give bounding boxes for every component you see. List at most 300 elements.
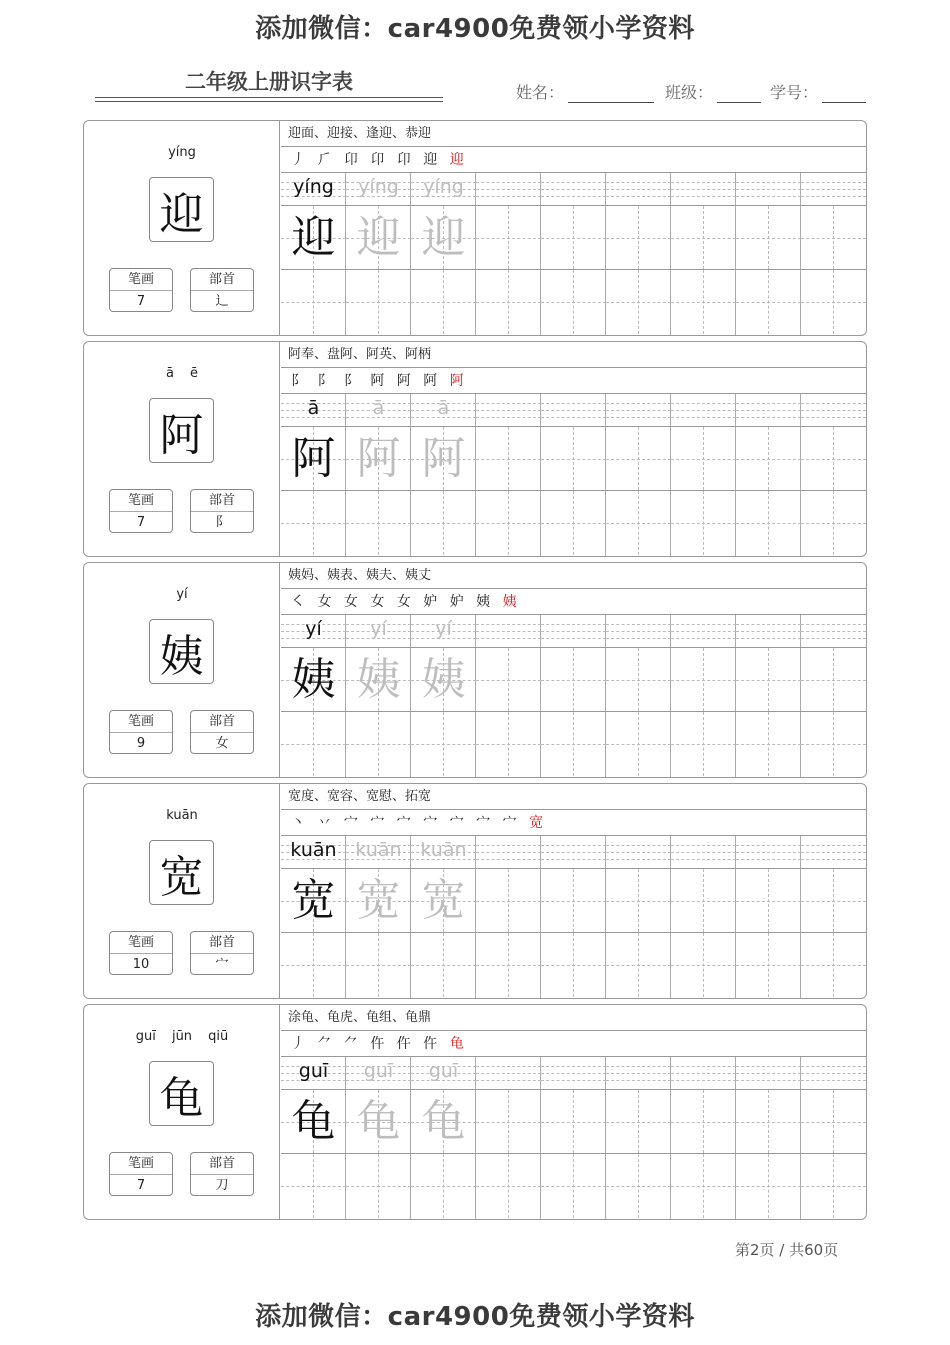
radical-label: 部首: [191, 1153, 253, 1175]
tianzige-cell[interactable]: [671, 933, 736, 997]
number-blank[interactable]: [822, 83, 866, 103]
pinyin-lines[interactable]: [411, 1057, 476, 1090]
tianzige-cell[interactable]: [476, 1154, 541, 1218]
tianzige-cell[interactable]: [541, 712, 606, 776]
radical-value: 阝: [215, 515, 229, 530]
tianzige-cell[interactable]: [346, 933, 411, 997]
practice-column: [671, 173, 736, 335]
pinyin-lines[interactable]: [606, 394, 671, 427]
class-field[interactable]: [665, 80, 761, 103]
character-card: [83, 1004, 867, 1220]
tianzige-cell[interactable]: [671, 427, 736, 491]
radical-box: [190, 489, 254, 533]
practice-column: [736, 1057, 801, 1219]
tianzige-cell[interactable]: [736, 270, 801, 334]
tianzige-cell[interactable]: [606, 206, 671, 270]
pinyin-lines[interactable]: [606, 615, 671, 648]
tianzige-cell[interactable]: [801, 869, 866, 933]
tianzige-cell[interactable]: [671, 712, 736, 776]
tianzige-cell[interactable]: [281, 933, 346, 997]
tianzige-cell[interactable]: [411, 427, 476, 491]
tianzige-cell[interactable]: [671, 869, 736, 933]
name-blank[interactable]: [568, 83, 654, 103]
stroke-order: [281, 368, 866, 394]
tianzige-cell[interactable]: [346, 270, 411, 334]
pinyin-lines[interactable]: [671, 173, 736, 206]
model-character: 宽: [291, 875, 336, 926]
tianzige-cell[interactable]: [281, 648, 346, 712]
trace-character: 姨: [356, 654, 401, 705]
class-label: 班级：: [665, 83, 714, 102]
practice-grid: [281, 394, 866, 556]
tianzige-cell[interactable]: [541, 491, 606, 555]
practice-column: [346, 173, 411, 335]
trace-character: 龟: [421, 1096, 466, 1147]
pinyin-lines[interactable]: [671, 1057, 736, 1090]
tianzige-cell[interactable]: [541, 648, 606, 712]
pinyin-lines[interactable]: [411, 173, 476, 206]
tianzige-cell[interactable]: [476, 933, 541, 997]
pinyin-lines[interactable]: [476, 615, 541, 648]
practice-grid: [281, 615, 866, 777]
tianzige-cell[interactable]: [801, 427, 866, 491]
stroke-order: [281, 1031, 866, 1057]
strokes-label: 笔画: [110, 1153, 172, 1175]
stroke-order-final: 宽: [529, 815, 548, 831]
tianzige-cell[interactable]: [541, 270, 606, 334]
stroke-order-steps: ㇛ 女 女 女 女 妒 妒 姨: [291, 594, 495, 610]
practice-column: [541, 1057, 606, 1219]
pinyin-lines[interactable]: [671, 394, 736, 427]
strokes-label: 笔画: [110, 269, 172, 291]
pinyin-lines[interactable]: [411, 615, 476, 648]
strokes-box: [109, 1152, 173, 1196]
tianzige-cell[interactable]: [671, 270, 736, 334]
character-info: [84, 1005, 280, 1219]
tianzige-cell[interactable]: [541, 869, 606, 933]
tianzige-cell[interactable]: [476, 712, 541, 776]
stroke-order: [281, 147, 866, 173]
strokes-count: 7: [136, 515, 146, 530]
practice-column: [671, 836, 736, 998]
watermark-top: 添加微信：car4900免费领小学资料: [255, 14, 695, 44]
practice-column: [411, 836, 476, 998]
word-examples: 姨妈、姨表、姨夫、姨丈: [281, 563, 866, 589]
tianzige-cell[interactable]: [281, 270, 346, 334]
practice-column: [801, 836, 866, 998]
character-box: 宽: [149, 840, 214, 905]
tianzige-cell[interactable]: [671, 1154, 736, 1218]
tianzige-cell[interactable]: [541, 1154, 606, 1218]
character-info: [84, 342, 280, 556]
pinyin-lines[interactable]: [801, 615, 866, 648]
character-pinyin: kuān: [166, 808, 198, 823]
tianzige-cell[interactable]: [476, 270, 541, 334]
stroke-order: [281, 810, 866, 836]
tianzige-cell[interactable]: [346, 869, 411, 933]
number-label: 学号：: [770, 83, 819, 102]
practice-column: [281, 1057, 346, 1219]
radical-label: 部首: [191, 711, 253, 733]
trace-pinyin: yíng: [293, 176, 334, 198]
pinyin-lines[interactable]: [346, 173, 411, 206]
pinyin-lines[interactable]: [541, 394, 606, 427]
radical-box: [190, 931, 254, 975]
practice-column: [541, 394, 606, 556]
stroke-order-steps: 丿 ⺈ ⺈ 仵 仵 仵: [291, 1036, 442, 1052]
tianzige-cell[interactable]: [671, 1090, 736, 1154]
pinyin-lines[interactable]: [476, 173, 541, 206]
character-info: [84, 563, 280, 777]
trace-pinyin-ghost: ā: [437, 397, 450, 419]
pinyin-lines[interactable]: [476, 394, 541, 427]
trace-character: 姨: [421, 654, 466, 705]
stroke-order-final: 迎: [449, 152, 468, 168]
pinyin-lines[interactable]: [476, 836, 541, 869]
page-title: 二年级上册识字表: [185, 70, 353, 94]
pinyin-lines[interactable]: [671, 836, 736, 869]
pinyin-lines[interactable]: [541, 173, 606, 206]
tianzige-cell[interactable]: [346, 712, 411, 776]
pinyin-lines[interactable]: [281, 615, 346, 648]
tianzige-cell[interactable]: [801, 933, 866, 997]
tianzige-cell[interactable]: [346, 648, 411, 712]
practice-column: [476, 173, 541, 335]
tianzige-cell[interactable]: [346, 206, 411, 270]
tianzige-cell[interactable]: [476, 648, 541, 712]
trace-pinyin-ghost: yíng: [358, 176, 399, 198]
practice-column: [736, 394, 801, 556]
pinyin-lines[interactable]: [736, 1057, 801, 1090]
character-box: 龟: [149, 1061, 214, 1126]
model-character: 迎: [291, 212, 336, 263]
radical-value: 女: [215, 736, 229, 751]
trace-pinyin-ghost: ā: [372, 397, 385, 419]
trace-character: 迎: [421, 212, 466, 263]
pinyin-lines[interactable]: [346, 394, 411, 427]
radical-label: 部首: [191, 932, 253, 954]
title-underline: [95, 97, 443, 98]
practice-column: [476, 836, 541, 998]
tianzige-cell[interactable]: [801, 491, 866, 555]
practice-column: [736, 173, 801, 335]
pinyin-lines[interactable]: [736, 836, 801, 869]
stroke-order-steps: 阝 阝 阝 阿 阿 阿: [291, 373, 442, 389]
tianzige-cell[interactable]: [671, 491, 736, 555]
character-info: [84, 121, 280, 335]
tianzige-cell[interactable]: [476, 869, 541, 933]
tianzige-cell[interactable]: [411, 206, 476, 270]
tianzige-cell[interactable]: [281, 1154, 346, 1218]
tianzige-cell[interactable]: [736, 712, 801, 776]
name-field[interactable]: [516, 80, 654, 103]
practice-column: [281, 173, 346, 335]
trace-pinyin: guī: [298, 1060, 329, 1082]
tianzige-cell[interactable]: [606, 427, 671, 491]
pinyin-lines[interactable]: [281, 173, 346, 206]
trace-pinyin-ghost: yí: [435, 618, 452, 640]
trace-pinyin-ghost: guī: [428, 1060, 459, 1082]
practice-column: [411, 173, 476, 335]
character-box: 姨: [149, 619, 214, 684]
practice-column: [476, 1057, 541, 1219]
pinyin-lines[interactable]: [281, 394, 346, 427]
pinyin-lines[interactable]: [671, 615, 736, 648]
title-underline-2: [95, 101, 443, 102]
strokes-label: 笔画: [110, 711, 172, 733]
strokes-box: [109, 710, 173, 754]
number-field[interactable]: [770, 80, 866, 103]
trace-character: 迎: [356, 212, 401, 263]
practice-column: [801, 173, 866, 335]
tianzige-cell[interactable]: [476, 491, 541, 555]
tianzige-cell[interactable]: [671, 206, 736, 270]
word-examples: 迎面、迎接、逢迎、恭迎: [281, 121, 866, 147]
tianzige-cell[interactable]: [736, 1090, 801, 1154]
character-card: [83, 562, 867, 778]
stroke-order-final: 阿: [449, 373, 468, 389]
character-pinyin: yí: [176, 587, 188, 602]
character-box: 迎: [149, 177, 214, 242]
strokes-count: 7: [136, 1178, 146, 1193]
practice-column: [281, 615, 346, 777]
model-character: 姨: [291, 654, 336, 705]
practice-grid: [281, 1057, 866, 1219]
pinyin-lines[interactable]: [736, 615, 801, 648]
practice-column: [736, 836, 801, 998]
pinyin-lines[interactable]: [346, 615, 411, 648]
stroke-order-steps: 丿 ⺁ 卬 卬 卬 迎: [291, 152, 442, 168]
tianzige-cell[interactable]: [476, 427, 541, 491]
character-info: [84, 784, 280, 998]
trace-character: 龟: [356, 1096, 401, 1147]
practice-column: [541, 615, 606, 777]
trace-pinyin-ghost: yí: [370, 618, 387, 640]
pinyin-lines[interactable]: [346, 1057, 411, 1090]
tianzige-cell[interactable]: [476, 1090, 541, 1154]
trace-character: 宽: [356, 875, 401, 926]
tianzige-cell[interactable]: [541, 427, 606, 491]
practice-column: [606, 394, 671, 556]
tianzige-cell[interactable]: [606, 712, 671, 776]
tianzige-cell[interactable]: [346, 1154, 411, 1218]
radical-box: [190, 1152, 254, 1196]
tianzige-cell[interactable]: [736, 1154, 801, 1218]
practice-column: [801, 1057, 866, 1219]
pinyin-lines[interactable]: [541, 1057, 606, 1090]
radical-box: [190, 710, 254, 754]
pinyin-lines[interactable]: [606, 173, 671, 206]
strokes-count: 7: [136, 294, 146, 309]
practice-column: [411, 1057, 476, 1219]
tianzige-cell[interactable]: [411, 933, 476, 997]
tianzige-cell[interactable]: [541, 206, 606, 270]
tianzige-cell[interactable]: [281, 712, 346, 776]
practice-column: [476, 394, 541, 556]
practice-column: [736, 615, 801, 777]
tianzige-cell[interactable]: [606, 869, 671, 933]
tianzige-cell[interactable]: [671, 648, 736, 712]
pinyin-lines[interactable]: [476, 1057, 541, 1090]
tianzige-cell[interactable]: [411, 1154, 476, 1218]
model-character: 龟: [291, 1096, 336, 1147]
tianzige-cell[interactable]: [346, 1090, 411, 1154]
page-number: 第2页 / 共60页: [735, 1241, 839, 1259]
character-card: [83, 783, 867, 999]
practice-column: [671, 615, 736, 777]
trace-pinyin: ā: [307, 397, 320, 419]
pinyin-lines[interactable]: [736, 394, 801, 427]
pinyin-lines[interactable]: [606, 836, 671, 869]
practice-column: [346, 394, 411, 556]
tianzige-cell[interactable]: [606, 1154, 671, 1218]
practice-column: [346, 615, 411, 777]
radical-value: 刀: [215, 1178, 229, 1193]
strokes-box: [109, 931, 173, 975]
tianzige-cell[interactable]: [801, 712, 866, 776]
strokes-count: 10: [132, 957, 150, 972]
character-card: [83, 120, 867, 336]
stroke-order: [281, 589, 866, 615]
tianzige-cell[interactable]: [736, 427, 801, 491]
tianzige-cell[interactable]: [346, 491, 411, 555]
pinyin-lines[interactable]: [541, 615, 606, 648]
practice-column: [541, 836, 606, 998]
practice-column: [476, 615, 541, 777]
practice-column: [281, 836, 346, 998]
stroke-order-final: 姨: [502, 594, 521, 610]
pinyin-lines[interactable]: [801, 1057, 866, 1090]
tianzige-cell[interactable]: [411, 1090, 476, 1154]
tianzige-cell[interactable]: [411, 712, 476, 776]
practice-column: [346, 1057, 411, 1219]
tianzige-cell[interactable]: [736, 933, 801, 997]
tianzige-cell[interactable]: [281, 869, 346, 933]
tianzige-cell[interactable]: [801, 648, 866, 712]
pinyin-lines[interactable]: [606, 1057, 671, 1090]
trace-character: 宽: [421, 875, 466, 926]
pinyin-lines[interactable]: [801, 394, 866, 427]
tianzige-cell[interactable]: [411, 648, 476, 712]
tianzige-cell[interactable]: [541, 1090, 606, 1154]
pinyin-lines[interactable]: [411, 836, 476, 869]
pinyin-lines[interactable]: [411, 394, 476, 427]
trace-pinyin: yí: [305, 618, 322, 640]
tianzige-cell[interactable]: [281, 491, 346, 555]
word-examples: 涂龟、龟虎、龟组、龟鼎: [281, 1005, 866, 1031]
pinyin-lines[interactable]: [281, 836, 346, 869]
practice-column: [671, 1057, 736, 1219]
tianzige-cell[interactable]: [606, 933, 671, 997]
trace-pinyin-ghost: yíng: [423, 176, 464, 198]
strokes-count: 9: [136, 736, 146, 751]
tianzige-cell[interactable]: [476, 206, 541, 270]
tianzige-cell[interactable]: [606, 270, 671, 334]
tianzige-cell[interactable]: [606, 491, 671, 555]
tianzige-cell[interactable]: [801, 1154, 866, 1218]
practice-column: [411, 394, 476, 556]
radical-value: 辶: [215, 294, 229, 309]
stroke-order-steps: 丶 丷 宀 宀 宀 宀 宀 宀 宀: [291, 815, 521, 831]
practice-column: [671, 394, 736, 556]
pinyin-lines[interactable]: [541, 836, 606, 869]
radical-box: [190, 268, 254, 312]
trace-character: 阿: [421, 433, 466, 484]
pinyin-lines[interactable]: [801, 836, 866, 869]
pinyin-lines[interactable]: [281, 1057, 346, 1090]
radical-label: 部首: [191, 269, 253, 291]
character-card: [83, 341, 867, 557]
tianzige-cell[interactable]: [606, 648, 671, 712]
practice-column: [281, 394, 346, 556]
pinyin-lines[interactable]: [346, 836, 411, 869]
character-box: 阿: [149, 398, 214, 463]
word-examples: 宽度、宽容、宽慰、拓宽: [281, 784, 866, 810]
tianzige-cell[interactable]: [281, 1090, 346, 1154]
tianzige-cell[interactable]: [346, 427, 411, 491]
tianzige-cell[interactable]: [736, 869, 801, 933]
trace-pinyin-ghost: guī: [363, 1060, 394, 1082]
practice-column: [606, 615, 671, 777]
tianzige-cell[interactable]: [541, 933, 606, 997]
strokes-box: [109, 489, 173, 533]
tianzige-cell[interactable]: [411, 270, 476, 334]
practice-column: [801, 394, 866, 556]
name-label: 姓名：: [516, 83, 565, 102]
radical-value: 宀: [215, 957, 229, 972]
practice-grid: [281, 836, 866, 998]
practice-column: [606, 173, 671, 335]
practice-column: [346, 836, 411, 998]
strokes-box: [109, 268, 173, 312]
trace-pinyin: kuān: [290, 839, 337, 861]
character-pinyin: ā ē: [165, 366, 199, 381]
pinyin-lines[interactable]: [801, 173, 866, 206]
tianzige-cell[interactable]: [801, 206, 866, 270]
tianzige-cell[interactable]: [736, 648, 801, 712]
practice-grid: [281, 173, 866, 335]
practice-column: [606, 836, 671, 998]
tianzige-cell[interactable]: [801, 270, 866, 334]
tianzige-cell[interactable]: [411, 869, 476, 933]
strokes-label: 笔画: [110, 932, 172, 954]
trace-character: 阿: [356, 433, 401, 484]
character-pinyin: yíng: [168, 145, 196, 160]
practice-column: [801, 615, 866, 777]
character-pinyin: guī jūn qiū: [135, 1029, 229, 1044]
trace-pinyin-ghost: kuān: [420, 839, 467, 861]
pinyin-lines[interactable]: [736, 173, 801, 206]
tianzige-cell[interactable]: [736, 491, 801, 555]
tianzige-cell[interactable]: [801, 1090, 866, 1154]
tianzige-cell[interactable]: [281, 206, 346, 270]
radical-label: 部首: [191, 490, 253, 512]
word-examples: 阿奉、盘阿、阿英、阿柄: [281, 342, 866, 368]
model-character: 阿: [291, 433, 336, 484]
tianzige-cell[interactable]: [606, 1090, 671, 1154]
tianzige-cell[interactable]: [736, 206, 801, 270]
practice-column: [411, 615, 476, 777]
stroke-order-final: 龟: [449, 1036, 468, 1052]
trace-pinyin-ghost: kuān: [355, 839, 402, 861]
class-blank[interactable]: [717, 83, 761, 103]
strokes-label: 笔画: [110, 490, 172, 512]
practice-column: [606, 1057, 671, 1219]
practice-column: [541, 173, 606, 335]
watermark-bottom: 添加微信：car4900免费领小学资料: [255, 1302, 695, 1332]
tianzige-cell[interactable]: [281, 427, 346, 491]
tianzige-cell[interactable]: [411, 491, 476, 555]
